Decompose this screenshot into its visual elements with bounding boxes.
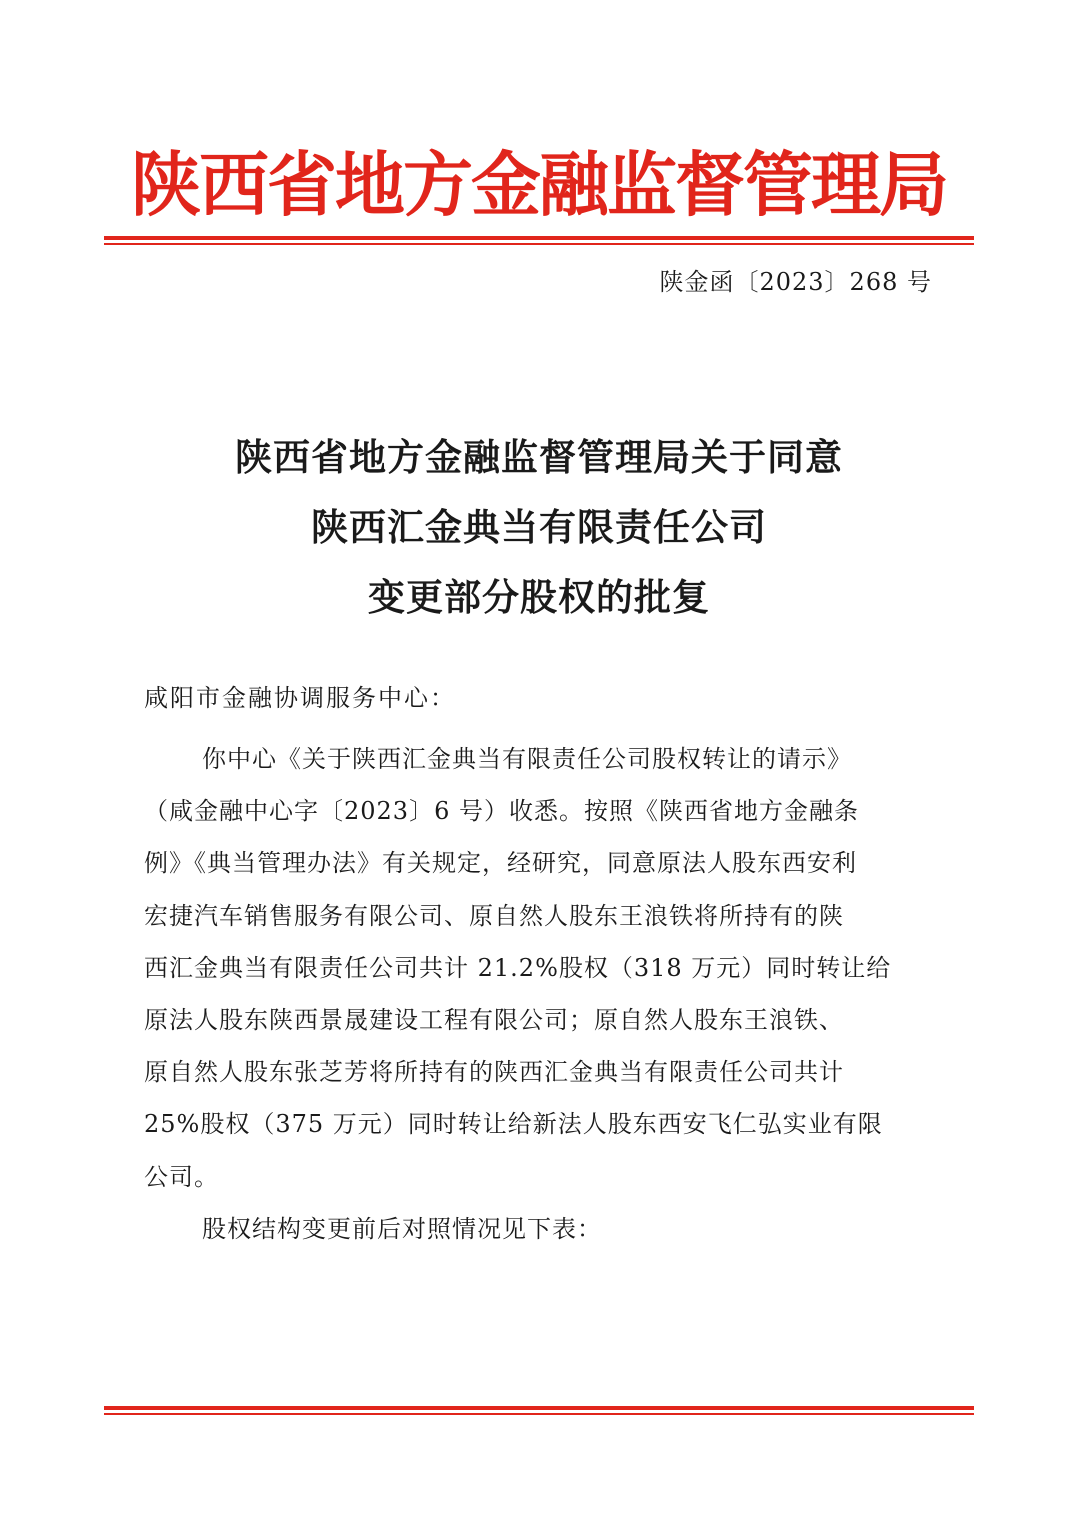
body-line: 原法人股东陕西景晟建设工程有限公司；原自然人股东王浪铁、 — [144, 1005, 844, 1034]
title-line: 陕西省地方金融监督管理局关于同意 — [235, 435, 843, 479]
document-number: 陕金函〔2023〕268 号 — [659, 268, 932, 296]
body-line: 例》《典当管理办法》有关规定，经研究，同意原法人股东西安利 — [144, 849, 857, 878]
agency-masthead: 陕西省地方金融监督管理局 — [131, 143, 947, 226]
body-text — [144, 733, 934, 1255]
body-line: （咸金融中心字〔2023〕6 号）收悉。按照《陕西省地方金融条 — [144, 797, 859, 826]
body-line: 宏捷汽车销售服务有限公司、原自然人股东王浪铁将所持有的陕 — [144, 901, 844, 930]
body-line: 原自然人股东张芝芳将所持有的陕西汇金典当有限责任公司共计 — [144, 1058, 844, 1087]
body-line: 25%股权（375 万元）同时转让给新法人股东西安飞仁弘实业有限 — [144, 1110, 883, 1139]
body-line: 公司。 — [144, 1162, 219, 1191]
body-line: 股权结构变更前后对照情况见下表： — [202, 1214, 602, 1243]
header-rule-thin — [104, 243, 974, 245]
body-line: 西汇金典当有限责任公司共计 21.2%股权（318 万元）同时转让给 — [144, 953, 892, 982]
footer-rule-thin — [104, 1413, 974, 1415]
title-line: 变更部分股权的批复 — [368, 575, 710, 619]
footer-rule-thick — [104, 1406, 974, 1410]
document-title — [104, 422, 974, 632]
body-line: 你中心《关于陕西汇金典当有限责任公司股权转让的请示》 — [202, 745, 852, 773]
title-line: 陕西汇金典当有限责任公司 — [311, 505, 767, 549]
header-rule-thick — [104, 236, 974, 240]
addressee: 咸阳市金融协调服务中心： — [144, 684, 456, 712]
